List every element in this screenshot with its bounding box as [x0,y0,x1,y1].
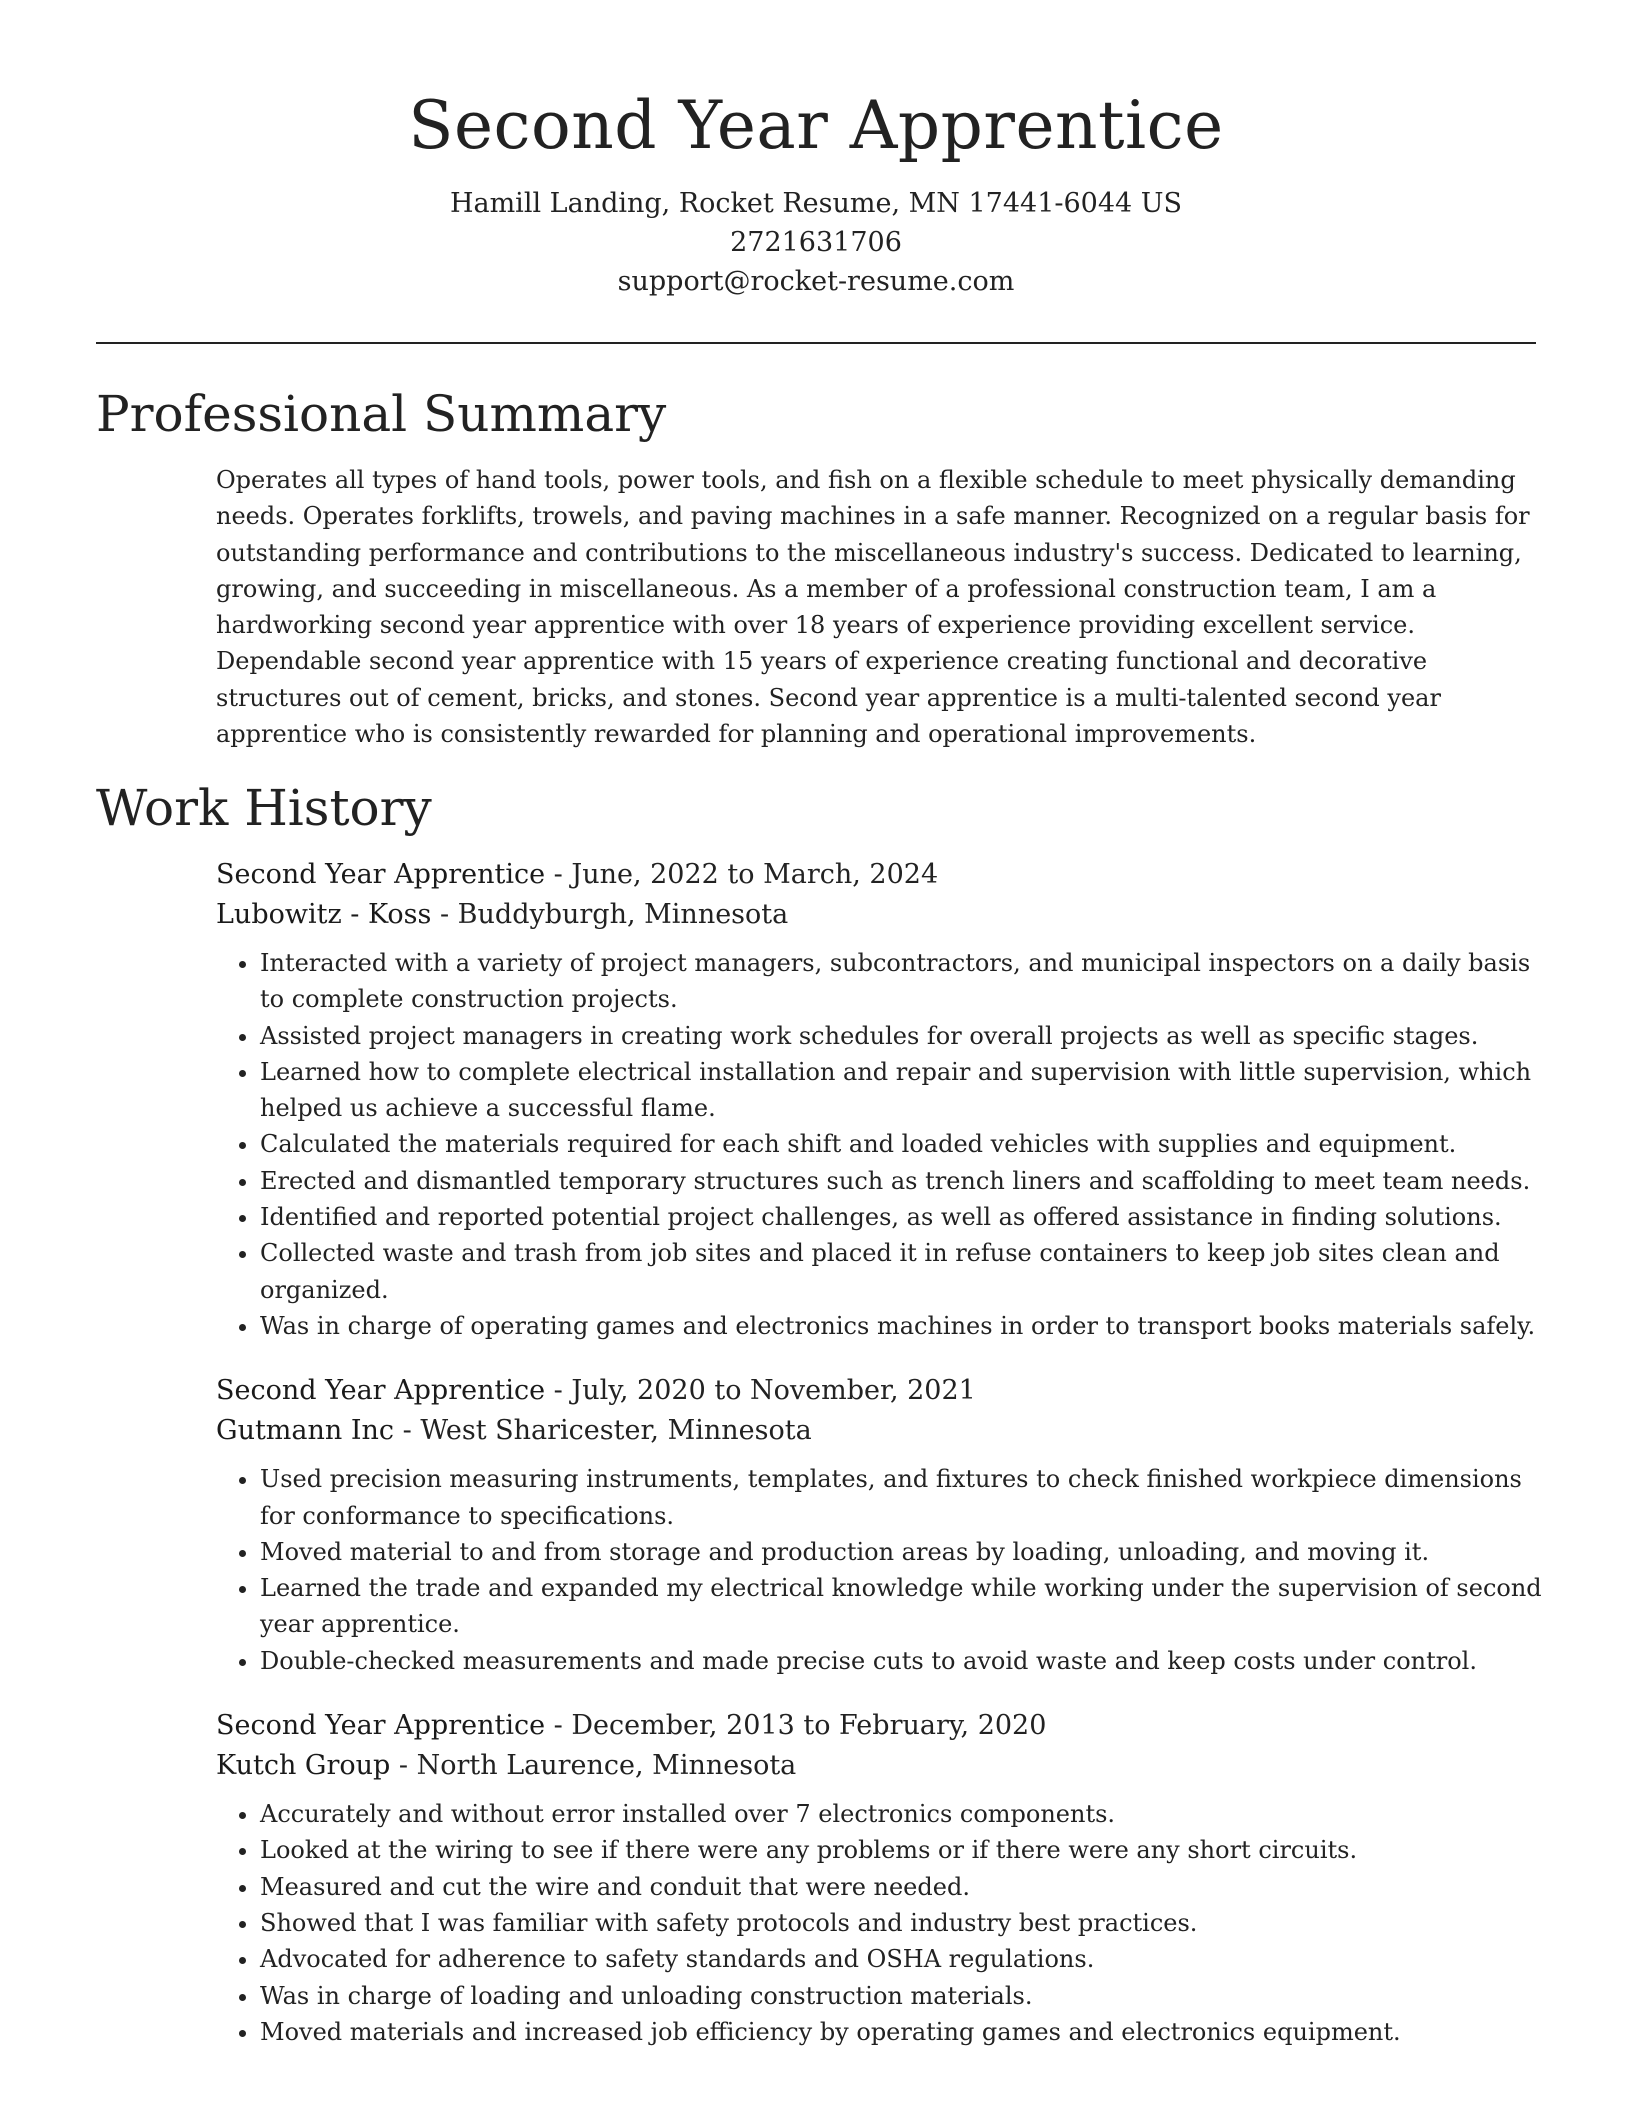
header-divider [96,342,1536,344]
job-location: - North Laurence, Minnesota [390,1750,797,1782]
job-company-line [216,1411,1546,1451]
list-item: • Collected waste and trash from job sites and placed it in refuse containers to keep job sites clean and organized. [260,1235,1546,1308]
job-company-line [216,895,1546,935]
job-title: Second Year Apprentice [216,859,546,890]
job-location: - Buddyburgh, Minnesota [431,899,789,930]
summary-text: Operates all types of hand tools, power tools, and fish on a flexible schedule to meet physically demanding needs. Operates forklifts, trowels, and paving machines in a safe manner. Recognized on a regular basis for outstanding performance and contributions to the miscellaneous industry's success. Dedicated to learning, growing, and succeeding in miscellaneous. As a member of a professional construction team, I am a hardworking second year apprentice with over 18 years of experience providing excellent service. Dependable second year apprentice with 15 years of experience creating functional and decorative structures out of cement, bricks, and stones. Second year apprentice is a multi-talented second year apprentice who is consistently rewarded for planning and operational improvements. [216,466,1530,749]
job-title-line [216,1706,1546,1746]
job-bullets [216,1796,1546,2050]
candidate-name: Second Year Apprentice [408,87,1224,164]
job-dates: - June, 2022 to March, 2024 [545,859,939,890]
list-item: • Learned the trade and expanded my electrical knowledge while working under the supervision of second year apprentice. [260,1570,1546,1643]
list-item: • Was in charge of operating games and electronics machines in order to transport books materials safely. [260,1308,1546,1344]
job-title-line [216,855,1546,895]
list-item: • Used precision measuring instruments, templates, and fixtures to check finished workpiece dimensions for conformance to specifications. [260,1461,1546,1534]
job-entry [216,1371,1546,1679]
address-text: Hamill Landing, Rocket Resume, MN 17441-6044 US [449,188,1183,219]
list-item: • Moved material to and from storage and production areas by loading, unloading, and moving it. [260,1534,1546,1570]
job-location: - West Sharicester, Minnesota [394,1415,812,1447]
job-dates: - December, 2013 to February, 2020 [545,1710,1047,1742]
job-entry [216,855,1546,1344]
list-item: • Interacted with a variety of project managers, subcontractors, and municipal inspectors on a daily basis to complete construction projects. [260,945,1546,1018]
list-item: • Was in charge of loading and unloading construction materials. [260,1978,1546,2014]
list-item: • Moved materials and increased job efficiency by operating games and electronics equipment. [260,2014,1546,2050]
list-item: • Measured and cut the wire and conduit that were needed. [260,1869,1546,1905]
section-title-work-history: Work History [96,779,432,837]
list-item: • Accurately and without error installed over 7 electronics components. [260,1796,1546,1832]
job-company: Gutmann Inc [216,1415,395,1447]
list-item: • Learned how to complete electrical installation and repair and supervision with little supervision, which helped us achieve a successful flame. [260,1054,1546,1127]
list-item: • Advocated for adherence to safety standards and OSHA regulations. [260,1941,1546,1977]
job-company: Lubowitz - Koss [216,899,432,930]
list-item: • Identified and reported potential project challenges, as well as offered assistance in finding solutions. [260,1199,1546,1235]
job-title: Second Year Apprentice [216,1710,546,1742]
job-title: Second Year Apprentice [216,1375,546,1407]
job-dates: - July, 2020 to November, 2021 [545,1375,976,1407]
list-item: • Double-checked measurements and made precise cuts to avoid waste and keep costs under control. [260,1643,1546,1679]
list-item: • Calculated the materials required for each shift and loaded vehicles with supplies and equipment. [260,1126,1546,1162]
email-text: support@rocket-resume.com [617,266,1015,297]
list-item: • Looked at the wiring to see if there were any problems or if there were any short circuits. [260,1832,1546,1868]
work-history-list [216,855,1546,2077]
job-title-line [216,1371,1546,1411]
job-company-line [216,1746,1546,1786]
job-entry [216,1706,1546,2050]
job-bullets [216,945,1546,1344]
section-title-summary: Professional Summary [96,385,667,443]
job-bullets [216,1461,1546,1679]
resume-header [0,0,1632,301]
list-item: • Assisted project managers in creating work schedules for overall projects as well as specific stages. [260,1018,1546,1054]
phone-text: 2721631706 [730,227,902,258]
list-item: • Erected and dismantled temporary structures such as trench liners and scaffolding to meet team needs. [260,1163,1546,1199]
contact-info [0,184,1632,301]
list-item: • Showed that I was familiar with safety protocols and industry best practices. [260,1905,1546,1941]
job-company: Kutch Group [216,1750,391,1782]
